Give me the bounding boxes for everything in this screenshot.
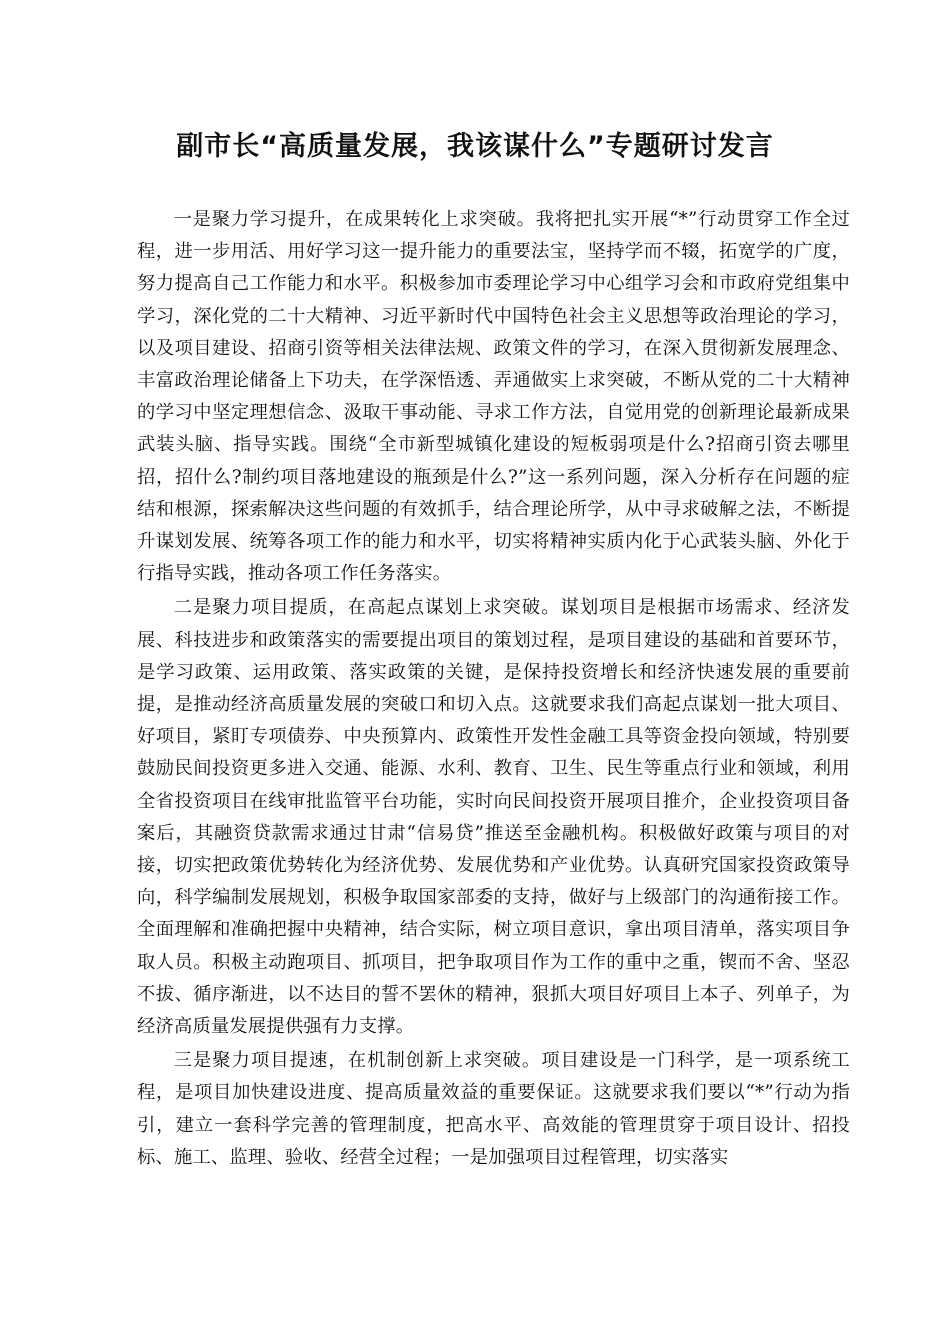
paragraph-project-quality: 二是聚力项目提质，在高起点谋划上求突破。谋划项目是根据市场需求、经济发展、科技进步和政策落实的需要提出项目的策划过程，是项目建设的基础和首要环节，是学习政策、运用政策、落实政策的关键，是保持投资增长和经济快速发展的重要前提，是推动经济高质量发展的突破口和切入点。这就要求我们高起点谋划一批大项目、好项目，紧盯专项债券、中央预算内、政策性开发性金融工具等资金投向领域，特别要鼓励民间投资更多进入交通、能源、水利、教育、卫生、民生等重点行业和领域，利用全省投资项目在线审批监管平台功能，实时向民间投资开展项目推介，企业投资项目备案后，其融资贷款需求通过甘肃“信易贷”推送至金融机构。积极做好政策与项目的对接，切实把政策优势转化为经济优势、发展优势和产业优势。认真研究国家投资政策导向，科学编制发展规划，积极争取国家部委的支持，做好与上级部门的沟通衔接工作。全面理解和准确把握中央精神，结合实际，树立项目意识，拿出项目清单，落实项目争取人员。积极主动跑项目、抓项目，把争取项目作为工作的重中之重，锲而不舍、坚忍不拔、循序渐进，以不达目的誓不罢休的精神，狠抓大项目好项目上本子、列单子，为经济高质量发展提供强有力支撑。 bbox=[137, 597, 850, 1038]
document-title: 副市长“高质量发展，我该谋什么”专题研讨发言 bbox=[176, 131, 774, 162]
paragraph-study: 一是聚力学习提升，在成果转化上求突破。我将把扎实开展“*”行动贯穿工作全过程，进一步用活、用好学习这一提升能力的重要法宝，坚持学而不辍，拓宽学的广度，努力提高自己工作能力和水平。积极参加市委理论学习中心组学习会和市政府党组集中学习，深化党的二十大精神、习近平新时代中国特色社会主义思想等政治理论的学习，以及项目建设、招商引资等相关法律法规、政策文件的学习，在深入贯彻新发展理念、丰富政治理论储备上下功夫，在学深悟透、弄通做实上求突破，不断从党的二十大精神的学习中坚定理想信念、汲取干事动能、寻求工作方法，自觉用党的创新理论最新成果武装头脑、指导实践。围绕“全市新型城镇化建设的短板弱项是什么?招商引资去哪里招，招什么?制约项目落地建设的瓶颈是什么?”这一系列问题，深入分析存在问题的症结和根源，探索解决这些问题的有效抓手，结合理论所学，从中寻求破解之法，不断提升谋划发展、统筹各项工作的能力和水平，切实将精神实质内化于心武装头脑、外化于行指导实践，推动各项工作任务落实。 bbox=[137, 209, 850, 585]
paragraph-project-speed: 三是聚力项目提速，在机制创新上求突破。项目建设是一门科学，是一项系统工程，是项目加快建设进度、提高质量效益的重要保证。这就要求我们要以“*”行动为指引，建立一套科学完善的管理制度，把高水平、高效能的管理贯穿于项目设计、招投标、施工、监理、验收、经营全过程；一是加强项目过程管理，切实落实 bbox=[137, 1050, 850, 1168]
document-body bbox=[137, 204, 850, 1176]
